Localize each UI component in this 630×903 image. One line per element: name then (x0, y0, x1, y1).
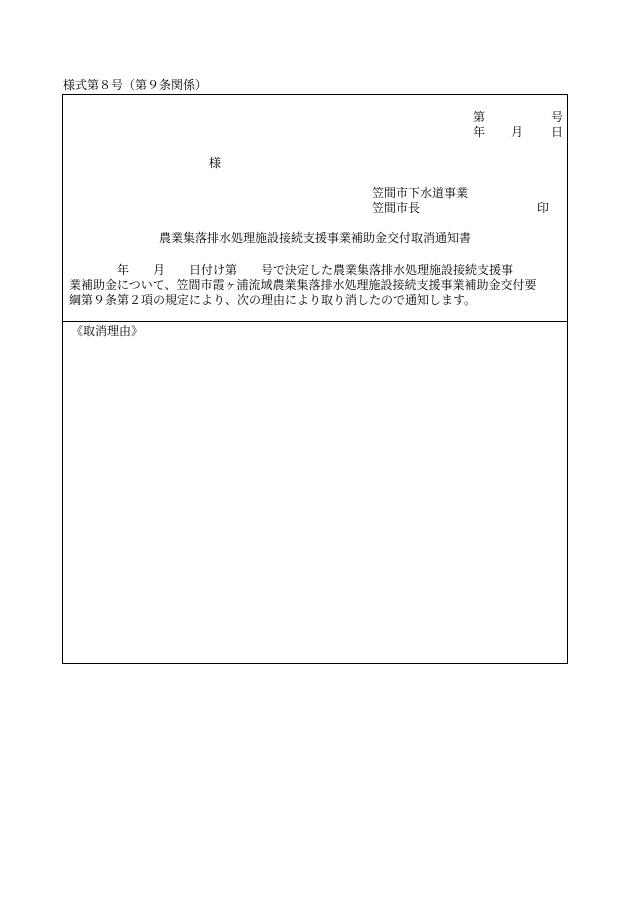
sender-title: 笠間市長 (372, 201, 421, 215)
addressee-honorific: 様 (209, 156, 222, 170)
sender-organization: 笠間市下水道事業 (372, 186, 469, 200)
date-year-label: 年 (473, 125, 486, 139)
number-suffix: 号 (551, 110, 564, 124)
reason-content-area[interactable] (63, 339, 567, 661)
date-day-label: 日 (551, 125, 564, 139)
section-divider (63, 321, 567, 322)
notice-body (69, 263, 563, 308)
notice-form-frame (62, 94, 568, 664)
reason-label: 《取消理由》 (71, 324, 144, 338)
body-line-2: 業補助金について、笠間市霞ヶ浦流域農業集落排水処理施設接続支援事業補助金交付要 (69, 278, 537, 292)
form-label: 様式第８号（第９条関係） (63, 78, 208, 92)
date-month-label: 月 (511, 125, 524, 139)
document-title: 農業集落排水処理施設接続支援事業補助金交付取消通知書 (158, 231, 471, 245)
number-prefix: 第 (473, 110, 486, 124)
body-line-3: 綱第９条第２項の規定により、次の理由により取り消したので通知します。 (69, 293, 477, 307)
body-line-1: 年 月 日付け第 号で決定した農業集落排水処理施設接続支援事 (69, 263, 514, 277)
seal-mark: 印 (537, 201, 550, 215)
